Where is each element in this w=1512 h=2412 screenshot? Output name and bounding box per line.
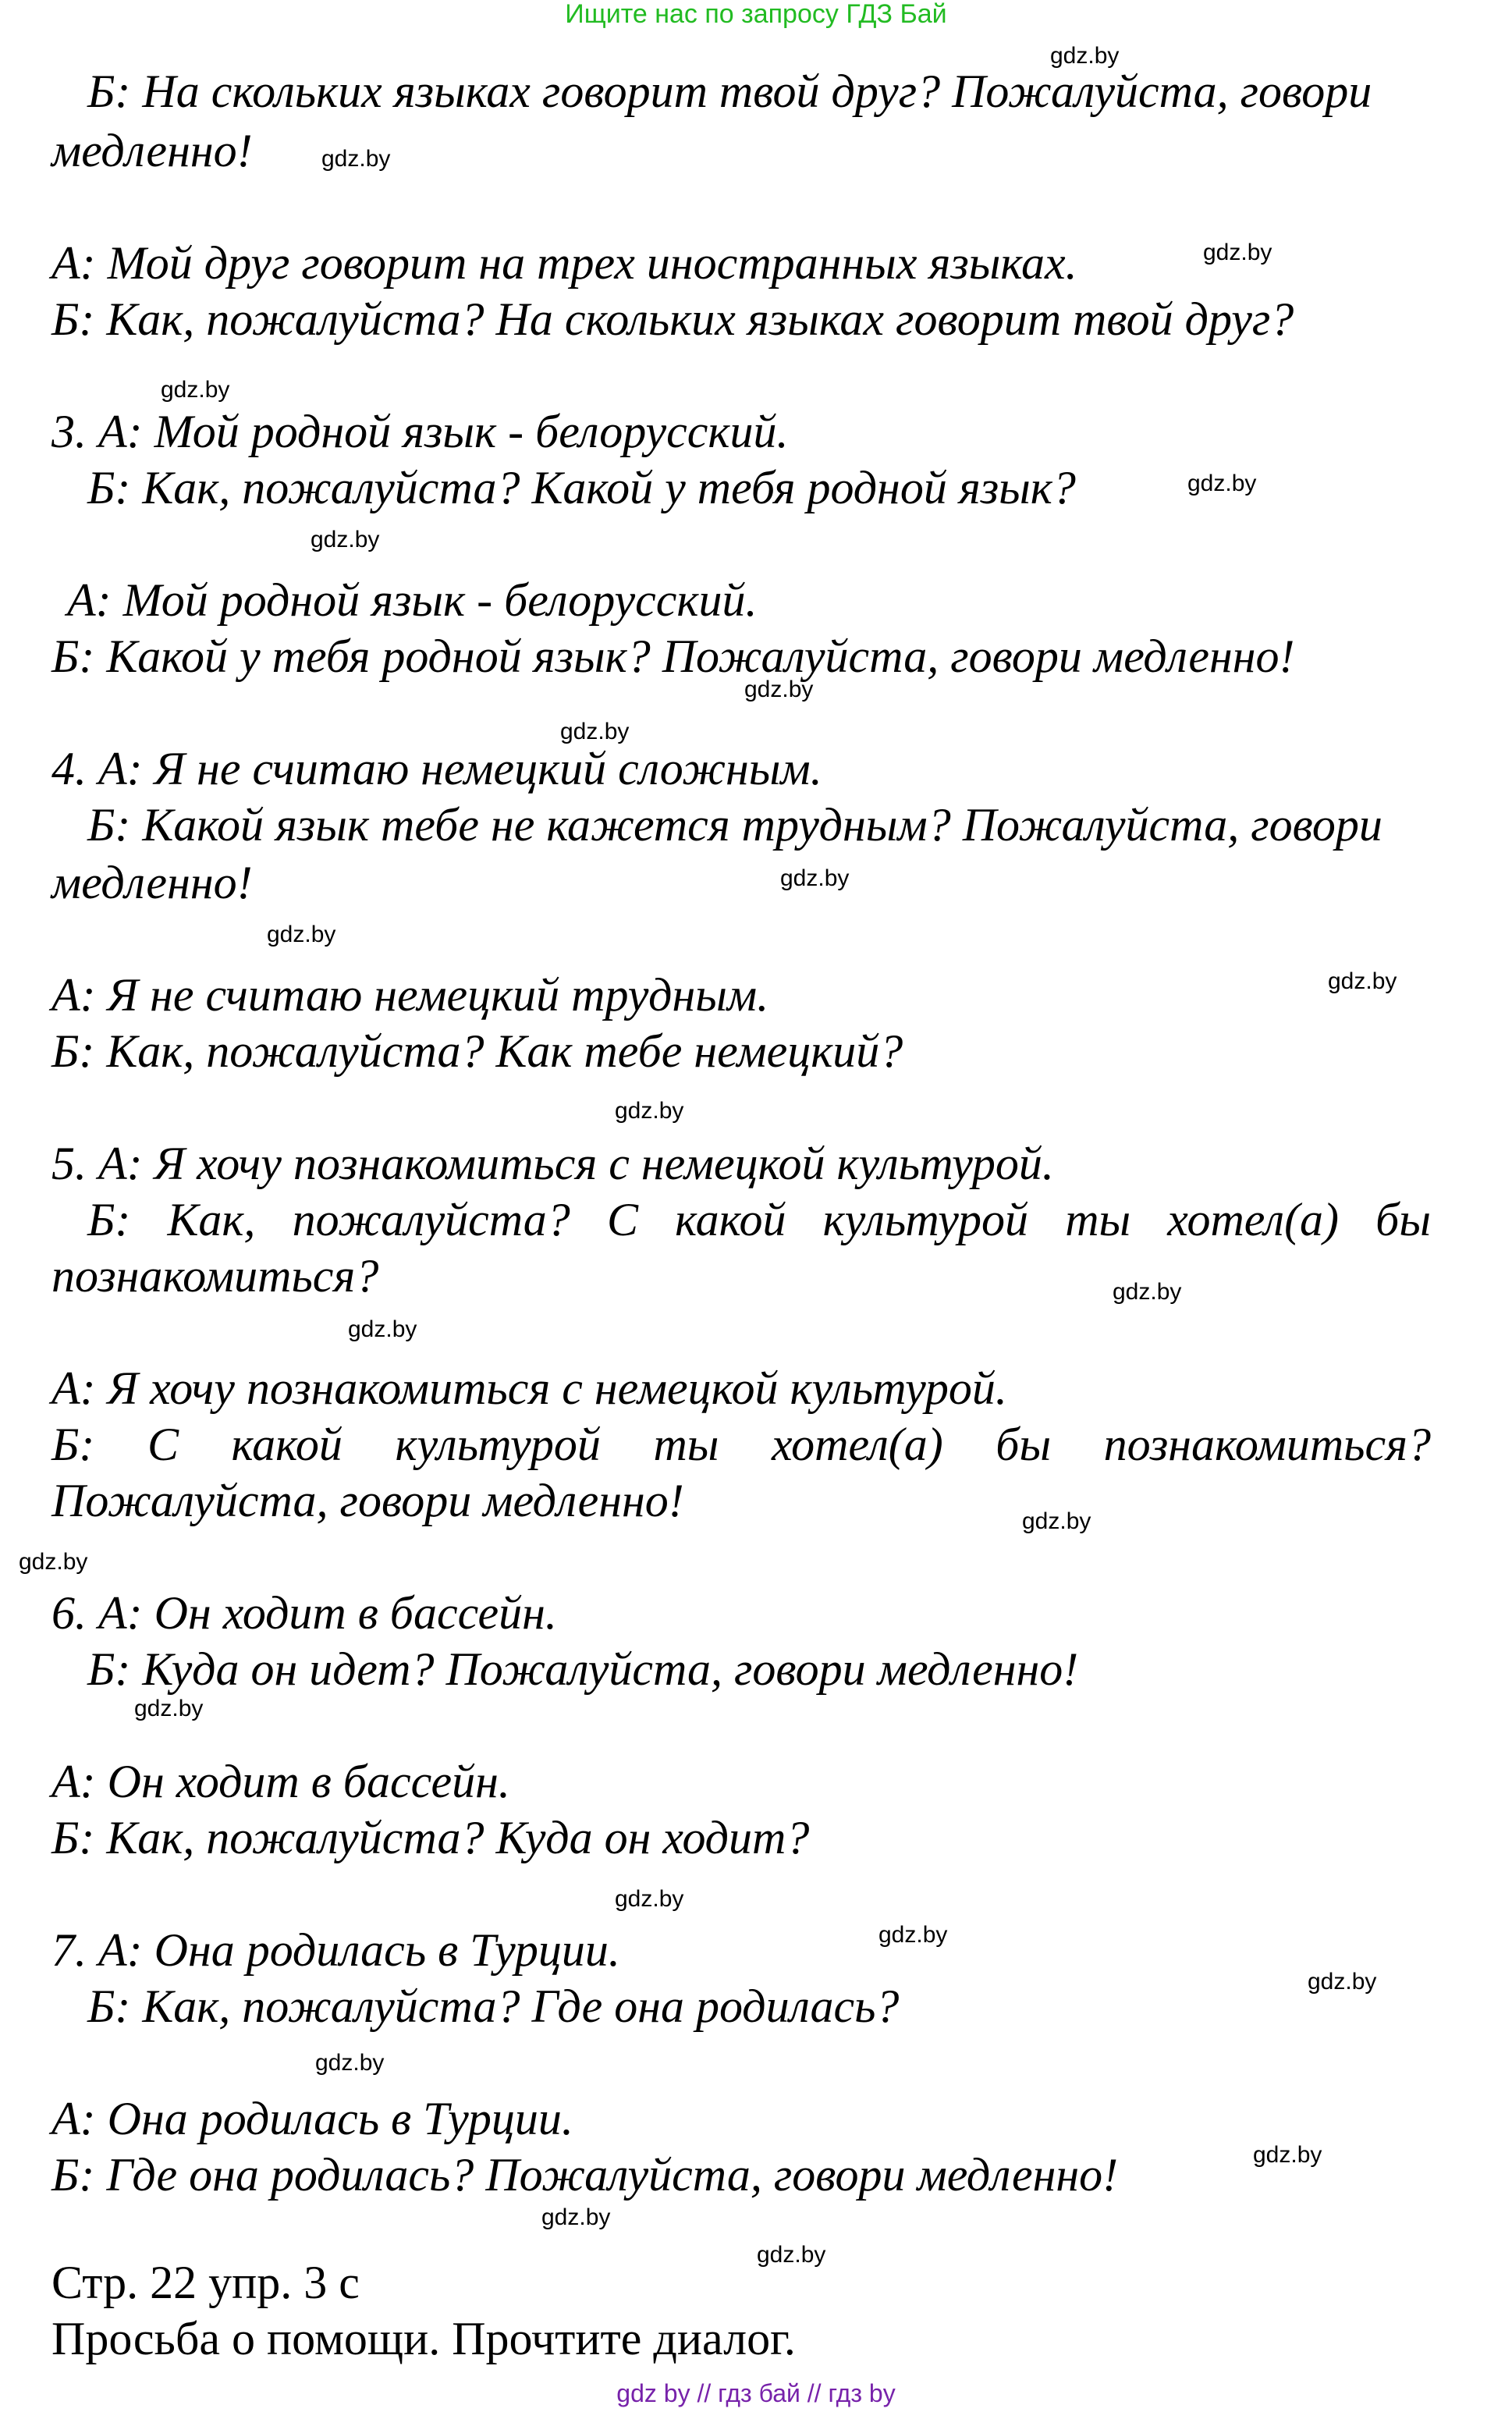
watermark: gdz.by — [615, 1886, 684, 1912]
text-line: Б: Где она родилась? Пожалуйста, говори медленно! — [51, 2149, 1119, 2201]
text-line: медленно! — [51, 857, 253, 908]
watermark: gdz.by — [1022, 1508, 1091, 1534]
watermark: gdz.by — [1253, 2142, 1322, 2168]
watermark: gdz.by — [541, 2204, 611, 2230]
text-line: А: Мой друг говорит на трех иностранных языках. — [51, 237, 1077, 289]
text-line: 7. А: Она родилась в Турции. — [51, 1924, 620, 1976]
watermark: gdz.by — [315, 2050, 385, 2076]
text-line: Б: На скольких языках говорит твой друг? Пожалуйста, говори — [87, 66, 1372, 117]
text-line: А: Она родилась в Турции. — [51, 2093, 573, 2144]
text-line: Пожалуйста, говори медленно! — [51, 1475, 684, 1526]
exercise-instruction: Просьба о помощи. Прочтите диалог. — [51, 2313, 796, 2364]
watermark: gdz.by — [348, 1316, 417, 1342]
exercise-reference: Стр. 22 упр. 3 c — [51, 2257, 360, 2308]
text-line: медленно! — [51, 125, 253, 176]
text-line: познакомиться? — [51, 1250, 379, 1302]
text-line: 5. А: Я хочу познакомиться с немецкой культурой. — [51, 1138, 1054, 1189]
text-line: Б: Как, пожалуйста? Куда он ходит? — [51, 1812, 810, 1863]
text-line: Б: Какой у тебя родной язык? Пожалуйста, говори медленно! — [51, 631, 1295, 682]
text-line: 4. А: Я не считаю немецкий сложным. — [51, 743, 822, 794]
watermark: gdz.by — [267, 922, 336, 947]
text-line: Б: Какой язык тебе не кажется трудным? Пожалуйста, говори — [87, 799, 1382, 851]
watermark: gdz.by — [615, 1098, 684, 1124]
watermark: gdz.by — [321, 146, 391, 172]
text-line: Б: Как, пожалуйста? Какой у тебя родной язык? — [87, 462, 1076, 513]
text-line: Б: С какой культурой ты хотел(а) бы познакомиться? — [51, 1419, 1431, 1470]
watermark: gdz.by — [311, 527, 380, 552]
header-banner: Ищите нас по запросу ГДЗ Бай — [565, 0, 947, 29]
text-line: Б: Как, пожалуйста? Где она родилась? — [87, 1980, 900, 2032]
watermark: gdz.by — [1113, 1279, 1182, 1305]
watermark: gdz.by — [757, 2242, 826, 2268]
watermark: gdz.by — [161, 377, 230, 403]
watermark: gdz.by — [560, 719, 630, 744]
watermark: gdz.by — [780, 865, 850, 891]
watermark: gdz.by — [744, 677, 814, 702]
text-line: Б: Куда он идет? Пожалуйста, говори медленно! — [87, 1643, 1079, 1695]
watermark: gdz.by — [1187, 471, 1257, 496]
text-line: Б: Как, пожалуйста? Как тебе немецкий? — [51, 1025, 903, 1077]
watermark: gdz.by — [1308, 1969, 1377, 1995]
watermark: gdz.by — [878, 1922, 948, 1948]
text-line: А: Я не считаю немецкий трудным. — [51, 969, 769, 1021]
watermark: gdz.by — [134, 1696, 204, 1721]
text-line: А: Мой родной язык - белорусский. — [67, 574, 758, 626]
text-line: 3. А: Мой родной язык - белорусский. — [51, 406, 789, 457]
text-line: 6. А: Он ходит в бассейн. — [51, 1587, 557, 1639]
text-line: Б: Как, пожалуйста? На скольких языках говорит твой друг? — [51, 293, 1294, 345]
watermark: gdz.by — [19, 1549, 88, 1575]
text-line: А: Он ходит в бассейн. — [51, 1756, 510, 1807]
watermark: gdz.by — [1328, 968, 1397, 994]
watermark: gdz.by — [1203, 240, 1272, 265]
text-line: Б: Как, пожалуйста? С какой культурой ты хотел(а) бы — [87, 1194, 1431, 1245]
text-line: А: Я хочу познакомиться с немецкой культурой. — [51, 1362, 1007, 1414]
watermark: gdz.by — [1050, 43, 1120, 69]
footer-links: gdz by // гдз бай // гдз by — [616, 2379, 896, 2407]
